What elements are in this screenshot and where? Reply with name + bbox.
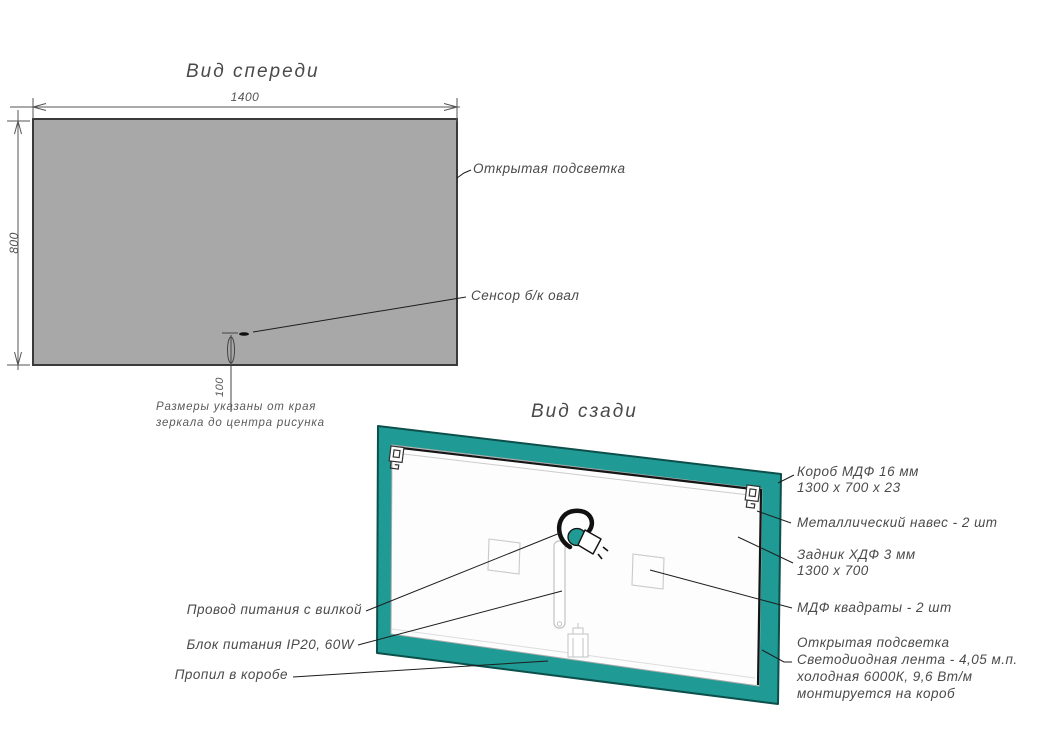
leader-backlight-front: [457, 170, 471, 178]
label-panel-line2: 1300 х 700: [797, 563, 869, 578]
dim-sensor-value: 100: [214, 377, 226, 397]
label-squares: МДФ квадраты - 2 шт: [797, 600, 952, 615]
label-psu: Блок питания IP20, 60W: [186, 637, 354, 652]
note-line1: Размеры указаны от края: [156, 401, 317, 413]
sensor-mark: [239, 332, 249, 336]
dim-height-value: 800: [7, 232, 21, 254]
power-supply-icon: [554, 541, 565, 628]
label-led-line4: монтируется на короб: [797, 686, 956, 701]
mirror-face: [33, 119, 457, 365]
label-cutout: Пропил в коробе: [174, 667, 288, 682]
label-backlight-front: Открытая подсветка: [473, 161, 626, 176]
note-line2: зеркала до центра рисунка: [156, 417, 325, 429]
back-view-title: Вид сзади: [531, 401, 638, 422]
label-led-line2: Светодиодная лента - 4,05 м.п.: [797, 652, 1018, 667]
dim-width-value: 1400: [230, 90, 260, 104]
label-led-line3: холодная 6000К, 9,6 Вт/м: [797, 669, 973, 684]
label-cord: Провод питания с вилкой: [186, 602, 362, 617]
label-sensor: Сенсор б/к овал: [471, 288, 580, 303]
front-view-title: Вид спереди: [186, 61, 320, 82]
front-view-drawing: [7, 98, 471, 412]
label-led-line1: Открытая подсветка: [797, 635, 950, 650]
label-hanger: Металлический навес - 2 шт: [797, 515, 998, 530]
label-box-line2: 1300 х 700 х 23: [797, 480, 901, 495]
label-box-line1: Короб МДФ 16 мм: [797, 464, 919, 479]
back-view-drawing: [293, 426, 794, 704]
label-panel-line1: Задник ХДФ 3 мм: [797, 547, 916, 562]
